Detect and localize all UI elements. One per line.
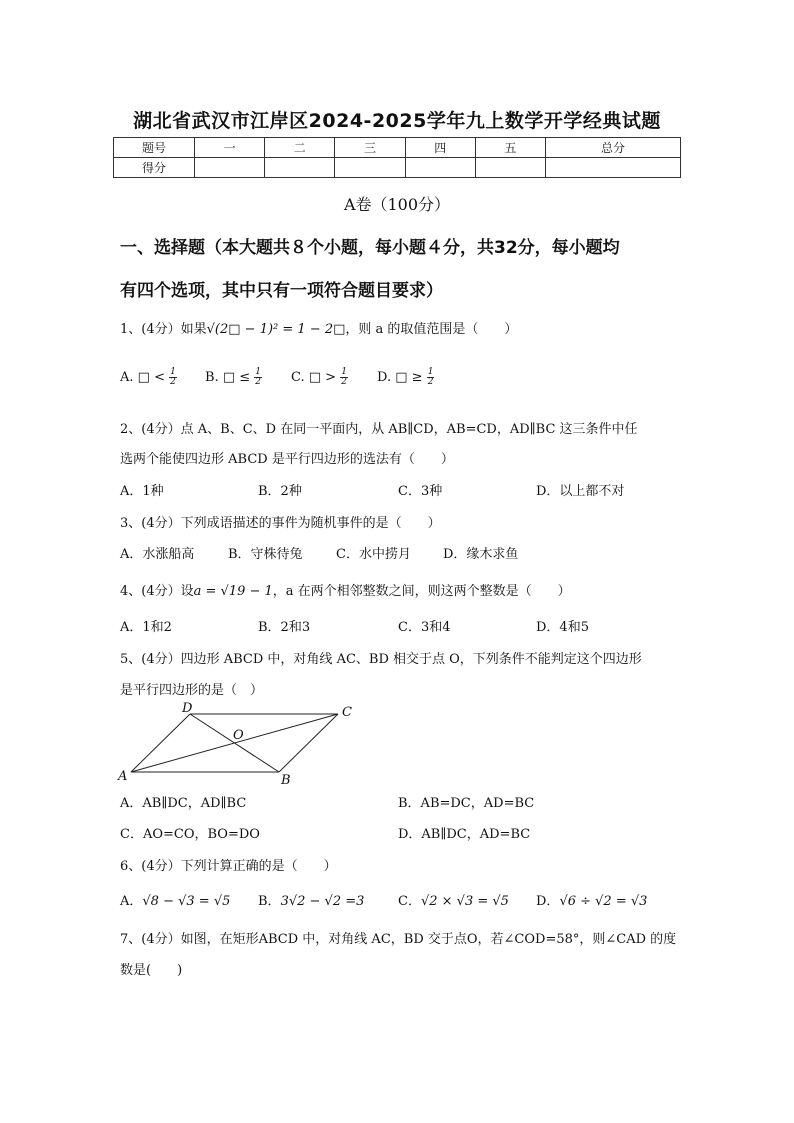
q1-option-c[interactable]: C. □ > $\frac{1}{2}$ [291,367,347,387]
q6-option-a[interactable]: A．√8 − √3 = √5 [120,894,231,909]
intersection-label-o: O [233,728,244,743]
score-input-cell[interactable] [335,158,405,178]
question-3: 3、(4分）下列成语描述的事件为随机事件的是（ ） [120,516,441,531]
q6-option-c[interactable]: C．√2 × √3 = √5 [398,894,509,909]
exam-title: 湖北省武汉市江岸区2024-2025学年九上数学开学经典试题 [133,110,661,132]
q5-option-a[interactable]: A．AB∥DC，AD∥BC [120,796,247,811]
question-1-prefix: 1、(4分）如果 [120,322,207,337]
score-cell: 得分 [114,158,195,178]
q3-option-c[interactable]: C．水中捞月 [336,547,411,562]
vertex-label-c: C [342,705,352,720]
q1-option-b[interactable]: B. □ ≤ $\frac{1}{2}$ [205,367,262,387]
vertex-label-b: B [281,773,291,788]
question-7-line2: 数是( ) [120,963,183,978]
section-heading-line1: 一、选择题（本大题共８个小题，每小题４分，共32分，每小题均 [120,238,620,258]
question-5-line1: 5、(4分）四边形 ABCD 中，对角线 AC、BD 相交于点 O，下列条件不能判定这个四边形 [120,652,642,667]
question-4: 4、(4分）设a = √19 − 1，a 在两个相邻整数之间，则这两个整数是（ ） [120,584,571,599]
q4-option-a[interactable]: A．1和2 [120,620,172,635]
score-cell: 二 [265,138,335,158]
q5-option-b[interactable]: B．AB=DC，AD=BC [398,796,535,811]
score-cell: 总分 [546,138,681,158]
parallelogram-figure [116,700,366,790]
question-6: 6、(4分）下列计算正确的是（ ） [120,859,337,874]
q4-option-b[interactable]: B．2和3 [258,620,311,635]
q3-option-a[interactable]: A．水涨船高 [120,547,195,562]
q2-option-b[interactable]: B．2种 [258,484,302,499]
q6-option-d[interactable]: D．√6 ÷ √2 = √3 [536,894,648,909]
score-input-cell[interactable] [195,158,265,178]
q1-option-d[interactable]: D. □ ≥ $\frac{1}{2}$ [377,367,434,387]
q3-option-d[interactable]: D．缘木求鱼 [443,547,519,562]
diagonal-bd [190,714,279,772]
section-subtitle: A卷（100分） [343,195,451,214]
vertex-label-d: D [182,701,193,716]
q2-option-a[interactable]: A．1种 [120,484,164,499]
score-cell: 五 [475,138,545,158]
q5-option-c[interactable]: C．AO=CO，BO=DO [120,827,260,842]
score-cell: 三 [335,138,405,158]
score-input-cell[interactable] [405,158,475,178]
score-table [113,137,681,178]
question-2-line2: 选两个能使四边形 ABCD 是平行四边形的选法有（ ） [120,452,454,467]
score-input-cell[interactable] [546,158,681,178]
score-cell: 题号 [114,138,195,158]
q4-option-c[interactable]: C．3和4 [398,620,451,635]
vertex-label-a: A [118,769,128,784]
question-7-line1: 7、(4分）如图，在矩形ABCD 中，对角线 AC，BD 交于点O，若∠COD=58°，则∠CAD 的度 [120,932,677,947]
score-input-cell[interactable] [475,158,545,178]
section-heading-line2: 有四个选项，其中只有一项符合题目要求） [120,281,443,301]
q5-option-d[interactable]: D．AB∥DC，AD=BC [398,827,531,842]
score-cell: 四 [405,138,475,158]
score-input-cell[interactable] [265,158,335,178]
question-2-line1: 2、(4分）点 A、B、C、D 在同一平面内，从 AB∥CD，AB=CD，AD∥BC 这三条件中任 [120,422,638,437]
score-cell: 一 [195,138,265,158]
question-1 [120,318,517,337]
score-table-score-row [114,158,681,178]
question-4-expression: a = √19 − 1 [193,584,273,599]
q2-option-c[interactable]: C．3种 [398,484,443,499]
q2-option-d[interactable]: D．以上都不对 [536,484,625,499]
question-1-expression: √(2□ − 1)² = 1 − 2□ [206,322,346,337]
q6-option-b[interactable]: B．3√2 − √2 =3 [258,894,365,909]
q3-option-b[interactable]: B．守株待兔 [228,547,303,562]
question-5-line2: 是平行四边形的是（ ） [120,683,264,698]
score-table-header-row [114,138,681,158]
q4-option-d[interactable]: D．4和5 [536,620,589,635]
question-1-suffix: ，则 a 的取值范围是（ ） [345,322,518,337]
q1-option-a[interactable]: A. □ < $\frac{1}{2}$ [120,367,176,387]
